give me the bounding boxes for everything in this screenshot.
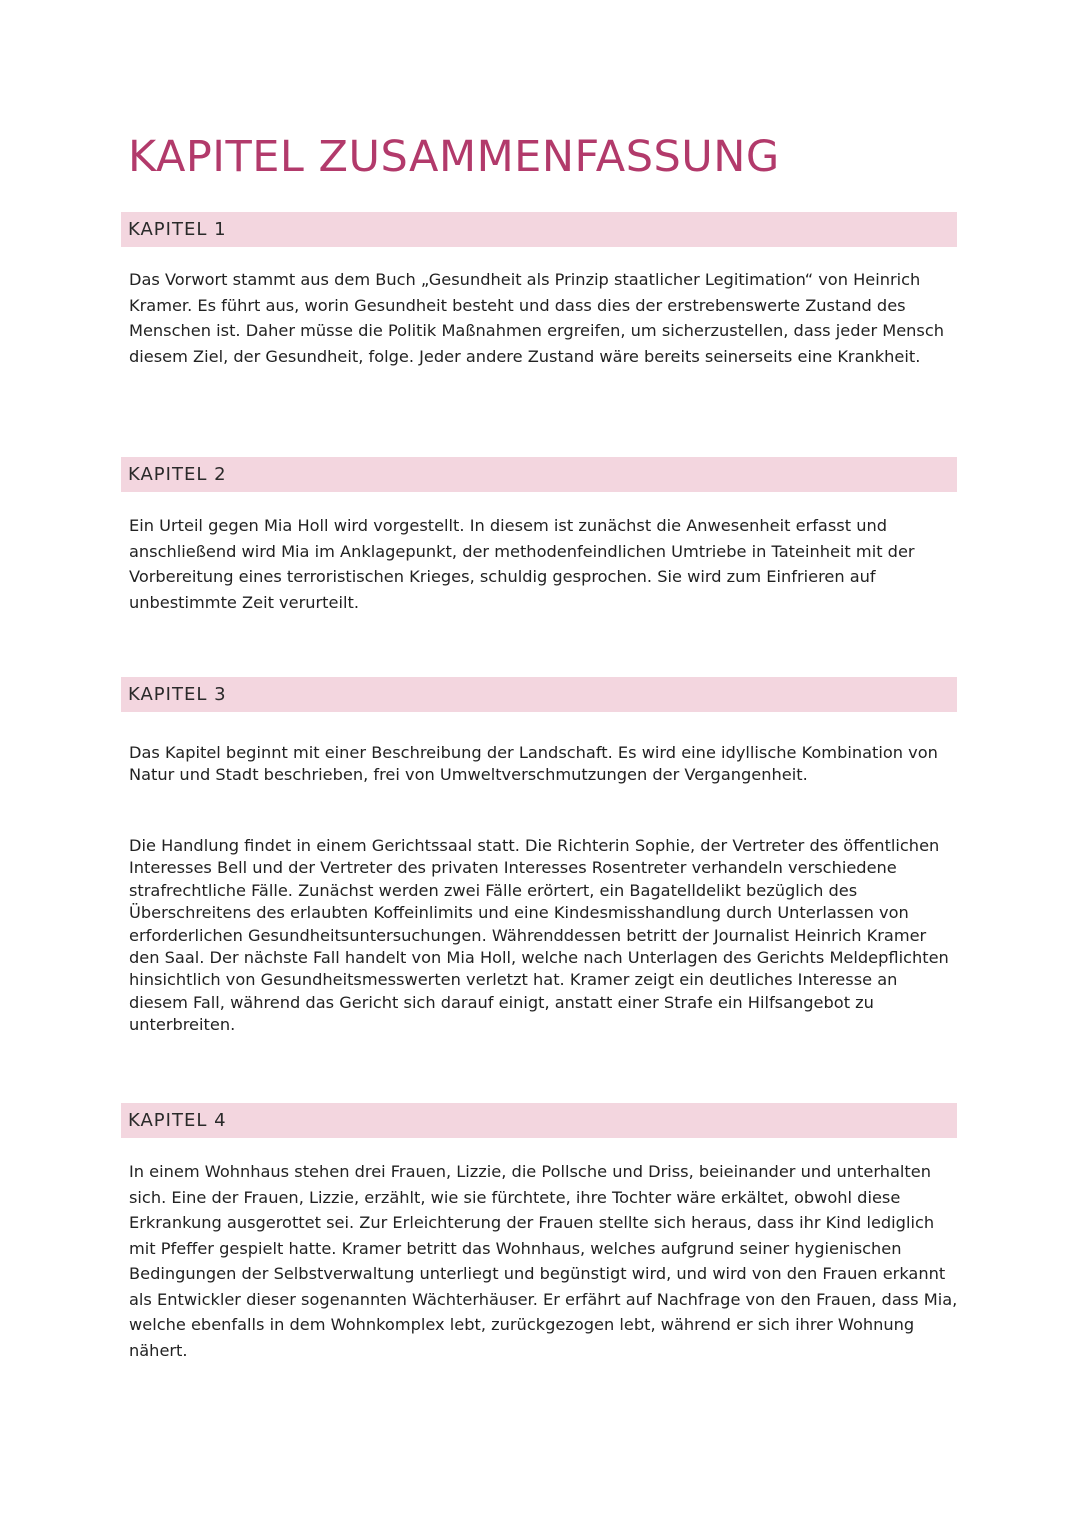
chapter-1-paragraph: Das Vorwort stammt aus dem Buch „Gesundheit als Prinzip staatlicher Legitimation“ von Heinrich Kramer. Es führt aus, worin Gesundheit besteht und dass dies der erstrebenswerte Zustand des Menschen ist. Daher müsse die Politik Maßnahmen ergreifen, um sicherzustellen, dass jeder Mensch diesem Ziel, der Gesundheit, folge. Jeder andere Zustand wäre bereits seinerseits eine Krankheit. bbox=[129, 270, 945, 366]
chapter-3-paragraph-1: Das Kapitel beginnt mit einer Beschreibung der Landschaft. Es wird eine idyllische Kombination von Natur und Stadt beschrieben, frei von Umweltverschmutzungen der Vergangenheit. bbox=[129, 743, 938, 785]
chapter-1-header bbox=[121, 212, 957, 247]
chapter-3-header bbox=[121, 677, 957, 712]
chapter-2-paragraph: Ein Urteil gegen Mia Holl wird vorgestellt. In diesem ist zunächst die Anwesenheit erfasst und anschließend wird Mia im Anklagepunkt, der methodenfeindlichen Umtriebe in Tateinheit mit der Vorbereitung eines terroristischen Krieges, schuldig gesprochen. Sie wird zum Einfrieren auf unbestimmte Zeit verurteilt. bbox=[129, 516, 915, 612]
chapter-2-heading: KAPITEL 2 bbox=[128, 464, 227, 485]
chapter-3-paragraph-2: Die Handlung findet in einem Gerichtssaal statt. Die Richterin Sophie, der Vertreter des öffentlichen Interesses Bell und der Vertreter des privaten Interesses Rosentreter verhandeln verschiedene strafrechtliche Fälle. Zunächst werden zwei Fälle erörtert, ein Bagatelldelikt bezüglich des Überschreitens des erlaubten Koffeinlimits und eine Kindesmisshandlung durch Unterlassen von erforderlichen Gesundheitsuntersuchungen. Währenddessen betritt der Journalist Heinrich Kramer den Saal. Der nächste Fall handelt von Mia Holl, welche nach Unterlagen des Gerichts Meldepflichten hinsichtlich von Gesundheitsmesswerten verletzt hat. Kramer zeigt ein deutliches Interesse an diesem Fall, während das Gericht sich darauf einigt, anstatt einer Strafe ein Hilfsangebot zu unterbreiten. bbox=[129, 836, 949, 1035]
page-title: KAPITEL ZUSAMMENFASSUNG bbox=[128, 132, 780, 182]
chapter-4-paragraph: In einem Wohnhaus stehen drei Frauen, Lizzie, die Pollsche und Driss, beieinander und unterhalten sich. Eine der Frauen, Lizzie, erzählt, wie sie fürchtete, ihre Tochter wäre erkältet, obwohl diese Erkrankung ausgerottet sei. Zur Erleichterung der Frauen stellte sich heraus, dass ihr Kind lediglich mit Pfeffer gespielt hatte. Kramer betritt das Wohnhaus, welches aufgrund seiner hygienischen Bedingungen der Selbstverwaltung unterliegt und begünstigt wird, und wird von den Frauen erkannt als Entwickler dieser sogenannten Wächterhäuser. Er erfährt auf Nachfrage von den Frauen, dass Mia, welche ebenfalls in dem Wohnkomplex lebt, zurückgezogen lebt, während er sich ihrer Wohnung nähert. bbox=[129, 1162, 958, 1360]
chapter-2-header bbox=[121, 457, 957, 492]
chapter-1-heading: KAPITEL 1 bbox=[128, 219, 227, 240]
chapter-3-heading: KAPITEL 3 bbox=[128, 684, 227, 705]
chapter-4-heading: KAPITEL 4 bbox=[128, 1110, 227, 1131]
chapter-4-header bbox=[121, 1103, 957, 1138]
